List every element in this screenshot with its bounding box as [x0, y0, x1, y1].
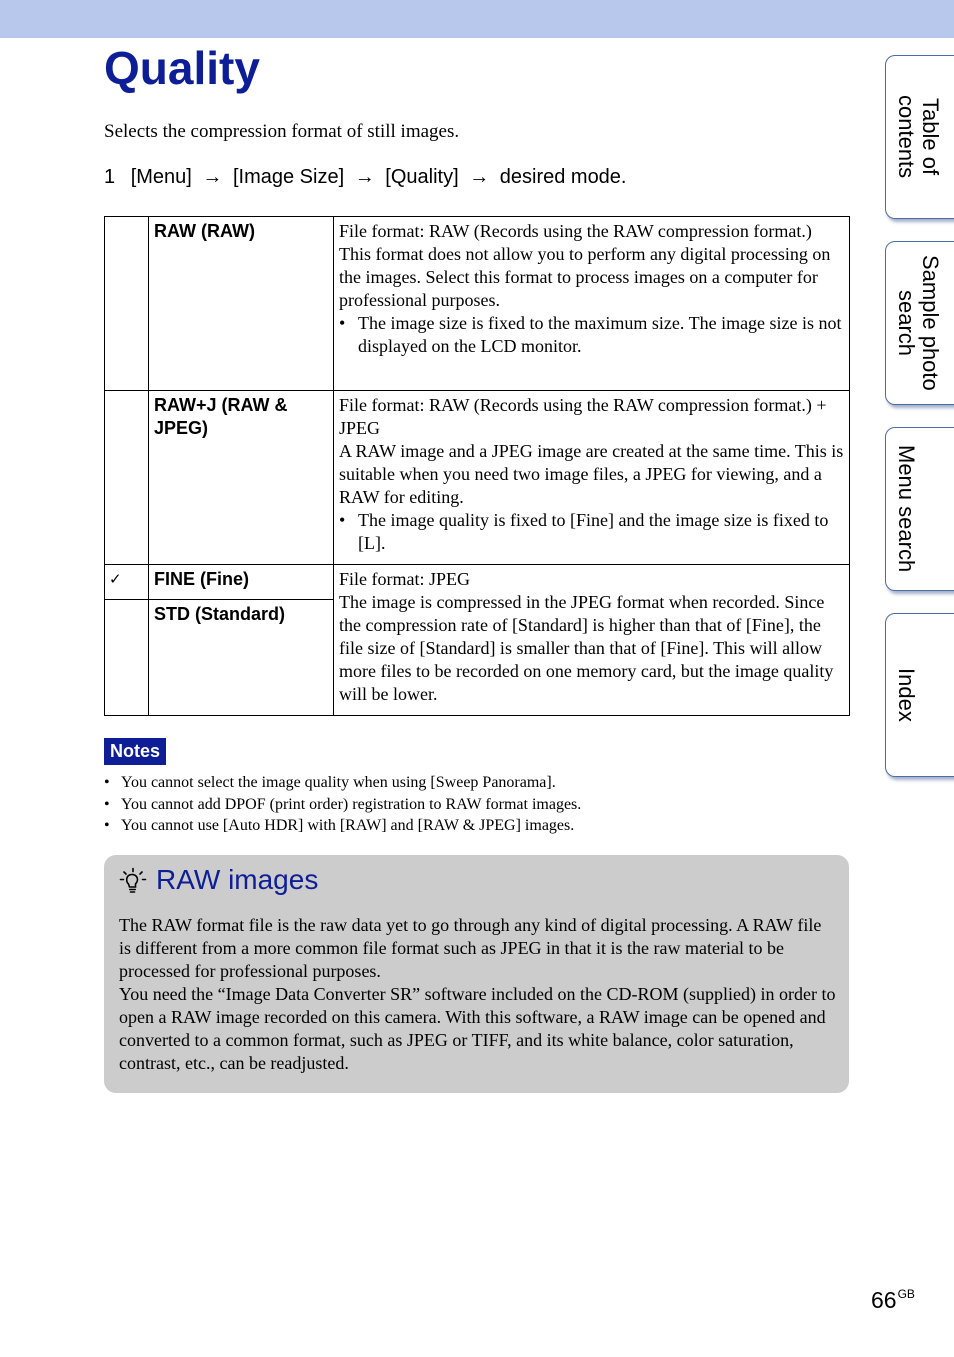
mode-name: RAW+J (RAW & JPEG) — [154, 395, 288, 438]
page-number — [871, 1280, 915, 1314]
notes-label: Notes — [104, 738, 166, 765]
step-desired-mode: desired mode. — [499, 166, 627, 188]
step-number: 1 — [104, 166, 116, 188]
mode-note-bullet: • The image size is fixed to the maximum size. The image size is not displayed on the LCD monitor. — [339, 312, 844, 358]
mode-description-cell — [334, 391, 850, 565]
step-quality: [Quality] — [385, 166, 459, 188]
default-mark-cell — [105, 565, 149, 600]
tip-paragraph: You need the “Image Data Converter SR” software included on the CD-ROM (supplied) in order to open a RAW image recorded on this camera. With this software, a RAW image can be opened and converted to a common format, such as JPEG or TIFF, and its white balance, color saturation, contrast, etc., can be readjusted. — [119, 984, 836, 1073]
mode-description: The image is compressed in the JPEG format when recorded. Since the compression rate of [Standard] is higher than that of [Fine], the file size of [Standard] is smaller than that of [Fine]. This will allow more files to be recorded on one memory card, but the image quality will be lower. — [339, 592, 834, 704]
header-band — [0, 0, 954, 38]
tip-paragraph: The RAW format file is the raw data yet to go through any kind of digital processing. A RAW file is different from a more common file format such as JPEG in that it is the raw material to be processed for professional purposes. — [119, 915, 822, 981]
mode-description: A RAW image and a JPEG image are created at the same time. This is suitable when you need two image files, a JPEG for viewing, and a RAW for editing. — [339, 441, 844, 507]
mode-name-cell — [149, 600, 334, 716]
lightbulb-icon — [118, 867, 148, 897]
default-mark-cell — [105, 600, 149, 716]
tab-label: Menu search — [894, 445, 919, 573]
step-menu: [Menu] — [130, 166, 192, 188]
mode-note-bullet: • The image quality is fixed to [Fine] and the image size is fixed to [L]. — [339, 509, 844, 555]
mode-name-cell — [149, 565, 334, 600]
tab-label: Index — [894, 668, 919, 722]
notes-list — [104, 772, 864, 837]
mode-description: File format: RAW (Records using the RAW compression format.) + JPEG — [339, 395, 827, 438]
table-row — [105, 565, 850, 600]
mode-description: File format: RAW (Records using the RAW compression format.) — [339, 221, 812, 241]
default-mark-cell — [105, 217, 149, 391]
mode-name-cell — [149, 391, 334, 565]
list-item: • You cannot use [Auto HDR] with [RAW] and [RAW & JPEG] images. — [104, 815, 864, 837]
tab-menu-search[interactable] — [885, 427, 954, 591]
mode-name-cell — [149, 217, 334, 391]
check-icon: ✓ — [109, 570, 122, 588]
mode-description-cell — [334, 217, 850, 391]
mode-description: File format: JPEG — [339, 569, 470, 589]
mode-description: This format does not allow you to perform any digital processing on the images. Select this format to process images on a computer for professional purposes. — [339, 244, 831, 310]
arrow-right-icon: → — [202, 166, 223, 188]
tip-title: RAW images — [156, 864, 319, 895]
arrow-right-icon: → — [469, 166, 490, 188]
tab-label: Table of contents — [894, 95, 943, 179]
tip-body — [119, 914, 837, 1075]
list-item: • You cannot add DPOF (print order) registration to RAW format images. — [104, 794, 864, 816]
mode-name: RAW (RAW) — [154, 221, 255, 241]
procedure-step — [104, 163, 627, 191]
mode-description-cell — [334, 565, 850, 716]
step-image-size: [Image Size] — [232, 166, 345, 188]
page-title: Quality — [104, 42, 260, 94]
tab-index[interactable] — [885, 613, 954, 777]
mode-name: STD (Standard) — [154, 604, 286, 624]
list-item: • You cannot select the image quality when using [Sweep Panorama]. — [104, 772, 864, 794]
tab-label: Sample photo search — [894, 255, 943, 391]
table-row — [105, 391, 850, 565]
page-number-value: 66 — [871, 1287, 897, 1313]
table-row — [105, 217, 850, 391]
arrow-right-icon: → — [354, 166, 375, 188]
tab-table-of-contents[interactable] — [885, 55, 954, 219]
tab-sample-photo-search[interactable] — [885, 241, 954, 405]
mode-name: FINE (Fine) — [154, 569, 249, 589]
intro-text: Selects the compression format of still images. — [104, 121, 460, 142]
tip-box — [104, 855, 849, 1093]
page-number-suffix: GB — [897, 1287, 915, 1301]
quality-modes-table — [104, 216, 850, 716]
default-mark-cell — [105, 391, 149, 565]
